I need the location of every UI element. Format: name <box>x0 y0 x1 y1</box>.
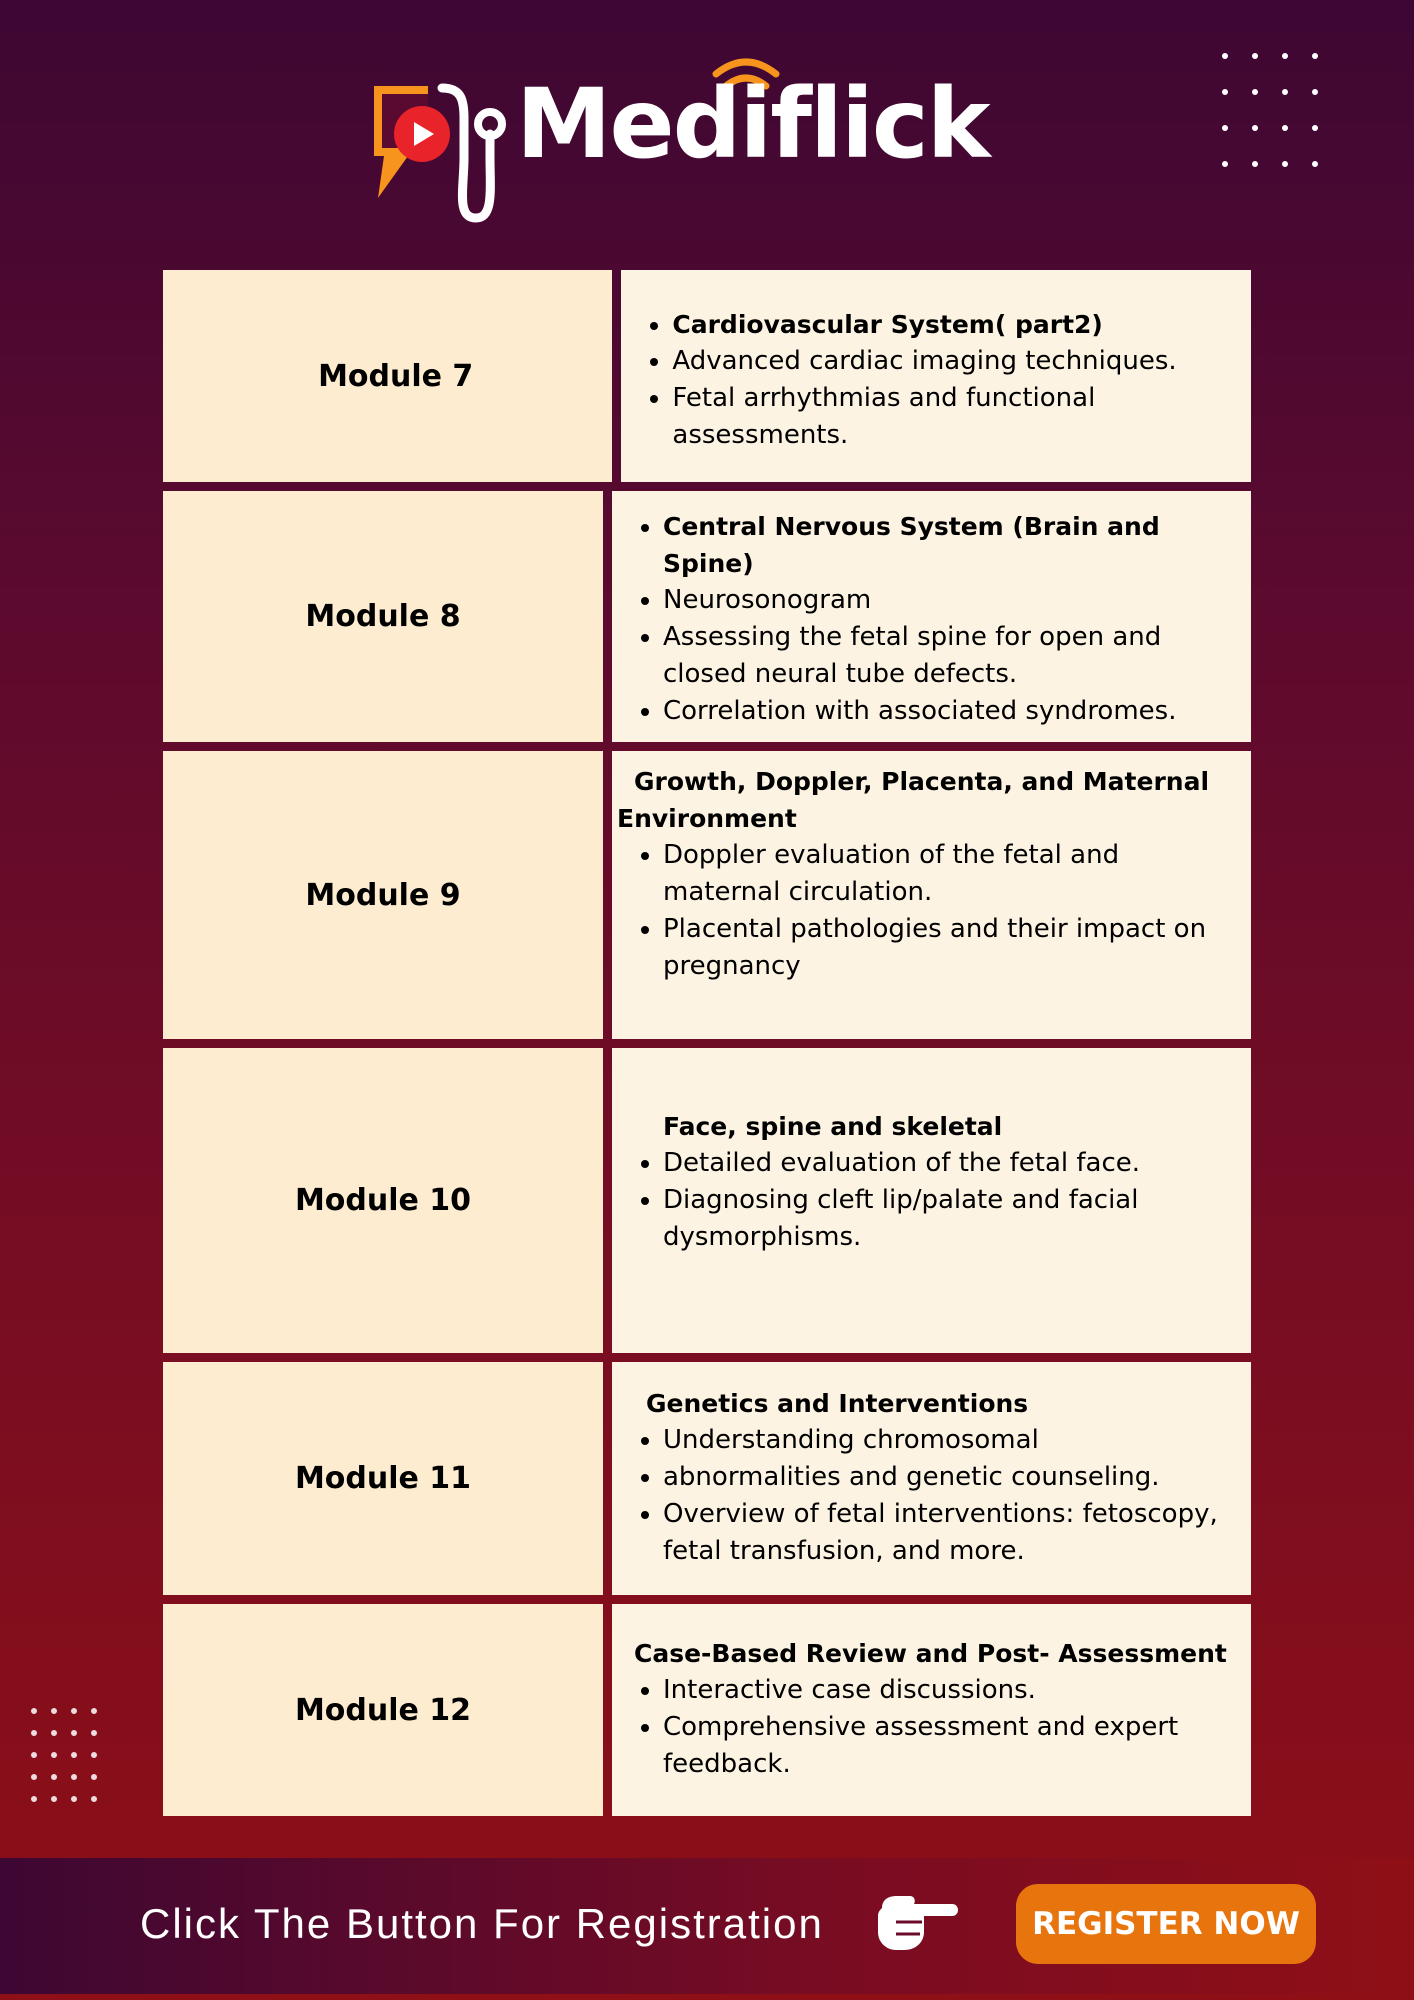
module-heading: Growth, Doppler, Placenta, and Maternal Environment <box>617 767 1210 833</box>
module-item: • Assessing the fetal spine for open and closed neural tube defects. <box>663 619 1241 693</box>
module-item: • Fetal arrhythmias and functional assessments. <box>672 380 1241 454</box>
registration-prompt: Click The Button For Registration <box>140 1900 824 1947</box>
module-item: • Diagnosing cleft lip/palate and facial dysmorphisms. <box>663 1182 1241 1256</box>
module-row <box>163 270 1251 482</box>
brand-name: Mediflick <box>516 68 989 180</box>
module-label: Module 7 <box>163 270 612 482</box>
module-content <box>612 1604 1251 1816</box>
module-item: • Detailed evaluation of the fetal face. <box>663 1145 1241 1182</box>
pointing-hand-icon <box>874 1888 958 1952</box>
module-item: • Neurosonogram <box>663 582 1241 619</box>
module-label: Module 8 <box>163 491 603 742</box>
module-row <box>163 1604 1251 1816</box>
module-heading: Face, spine and skeletal <box>663 1112 1003 1141</box>
module-item: • abnormalities and genetic counseling. <box>663 1459 1241 1496</box>
module-row <box>163 751 1251 1039</box>
register-now-button[interactable]: REGISTER NOW <box>1016 1884 1316 1964</box>
module-heading: Case-Based Review and Post- Assessment <box>634 1639 1227 1668</box>
module-item: • Understanding chromosomal <box>663 1422 1241 1459</box>
module-content <box>612 1048 1251 1353</box>
module-row <box>163 491 1251 742</box>
module-content <box>621 270 1251 482</box>
module-item: • Interactive case discussions. <box>663 1672 1241 1709</box>
module-heading: Genetics and Interventions <box>646 1389 1029 1418</box>
module-heading: • Central Nervous System (Brain and Spine) <box>663 508 1241 582</box>
module-content <box>612 751 1251 1039</box>
module-row <box>163 1048 1251 1353</box>
module-row <box>163 1362 1251 1595</box>
module-label: Module 10 <box>163 1048 603 1353</box>
module-content <box>612 491 1251 742</box>
module-label: Module 12 <box>163 1604 603 1816</box>
module-label: Module 11 <box>163 1362 603 1595</box>
module-item: • Overview of fetal interventions: fetoscopy, fetal transfusion, and more. <box>663 1496 1241 1570</box>
module-content <box>612 1362 1251 1595</box>
module-item: • Comprehensive assessment and expert feedback. <box>663 1709 1241 1783</box>
module-label: Module 9 <box>163 751 603 1039</box>
module-item: • Advanced cardiac imaging techniques. <box>672 343 1241 380</box>
module-item: • Correlation with associated syndromes. <box>663 693 1241 730</box>
module-heading: • Cardiovascular System( part2) <box>672 306 1241 343</box>
decorative-dots-bottom <box>31 1708 97 1802</box>
module-item: • Placental pathologies and their impact on pregnancy <box>663 911 1241 985</box>
brand-logo <box>368 48 988 228</box>
modules-table <box>163 270 1251 1825</box>
decorative-dots-top <box>1222 53 1318 167</box>
module-item: • Doppler evaluation of the fetal and maternal circulation. <box>663 837 1241 911</box>
registration-footer <box>0 1858 1414 1994</box>
